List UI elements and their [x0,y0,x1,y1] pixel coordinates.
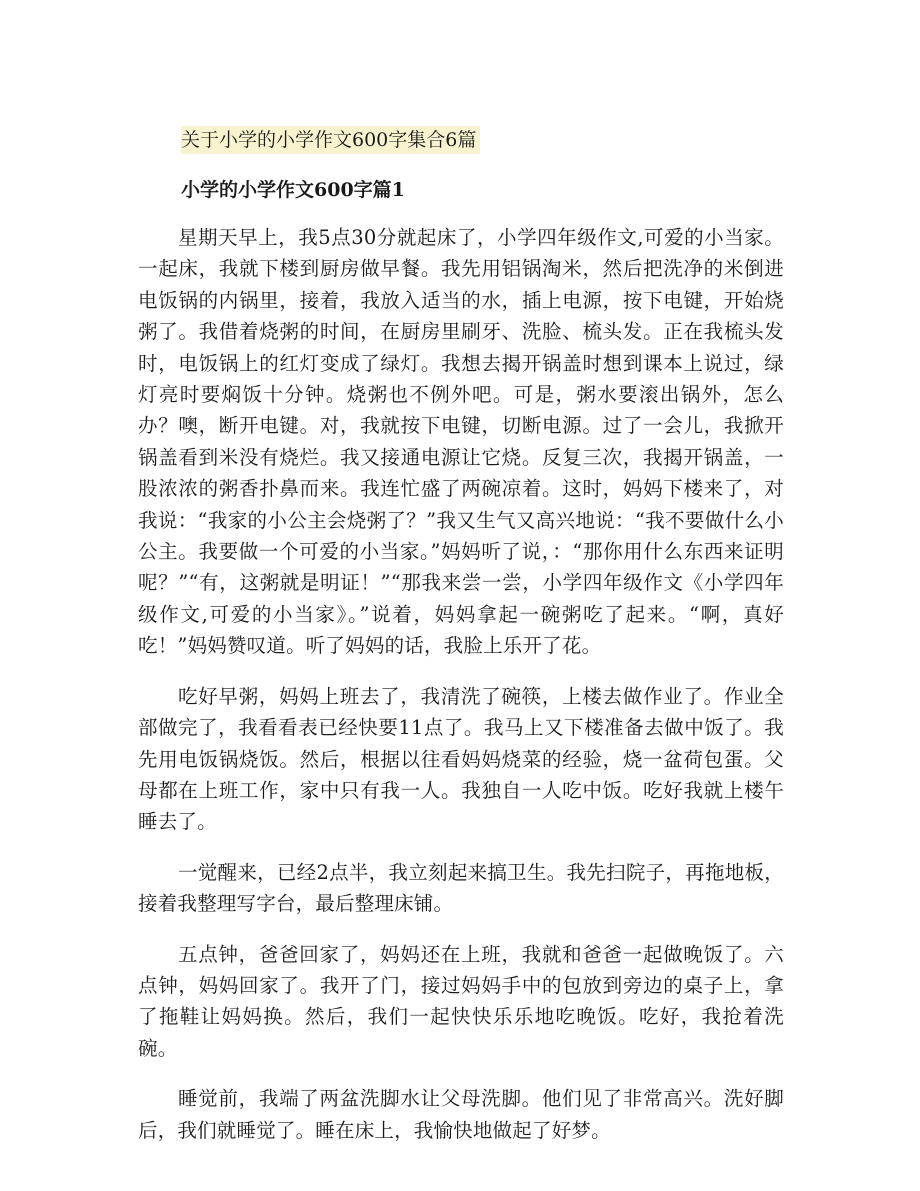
paragraph-2: 吃好早粥，妈妈上班去了，我清洗了碗筷，上楼去做作业了。作业全部做完了，我看看表已经快要11点了。我马上又下楼准备去做中饭了。我先用电饭锅烧饭。然后，根据以往看妈妈烧菜的经验，烧一盆荷包蛋。父母都在上班工作，家中只有我一人。我独自一人吃中饭。吃好我就上楼午睡去了。 [138,684,784,834]
section-heading: 小学的小学作文600字篇1 [181,179,405,201]
paragraph-5: 睡觉前，我端了两盆洗脚水让父母洗脚。他们见了非常高兴。洗好脚后，我们就睡觉了。睡在床上，我愉快地做起了好梦。 [138,1087,784,1142]
paragraph-1: 星期天早上，我5点30分就起床了，小学四年级作文,可爱的小当家。一起床，我就下楼到厨房做早餐。我先用铝锅淘米，然后把洗净的米倒进电饭锅的内锅里，接着，我放入适当的水，插上电源，按下电键，开始烧粥了。我借着烧粥的时间，在厨房里刷牙、洗脸、梳头发。正在我梳头发时，电饭锅上的红灯变成了绿灯。我想去揭开锅盖时想到课本上说过，绿灯亮时要焖饭十分钟。烧粥也不例外吧。可是，粥水要滚出锅外，怎么办？噢，断开电键。对，我就按下电键，切断电源。过了一会儿，我掀开锅盖看到米没有烧烂。我又接通电源让它烧。反复三次，我揭开锅盖，一股浓浓的粥香扑鼻而来。我连忙盛了两碗凉着。这时，妈妈下楼来了，对我说：“我家的小公主会烧粥了？”我又生气又高兴地说：“我不要做什么小公主。我要做一个可爱的小当家。”妈妈听了说，：“那你用什么东西来证明呢？”“有，这粥就是明证！”“那我来尝一尝，小学四年级作文《小学四年级作文,可爱的小当家》。”说着，妈妈拿起一碗粥吃了起来。“啊，真好吃！”妈妈赞叹道。听了妈妈的话，我脸上乐开了花。 [138,226,784,658]
document-title: 关于小学的小学作文600字集合6篇 [181,126,480,154]
article-body [138,222,784,1165]
paragraph-4: 五点钟，爸爸回家了，妈妈还在上班，我就和爸爸一起做晚饭了。六点钟，妈妈回家了。我开了门，接过妈妈手中的包放到旁边的桌子上，拿了拖鞋让妈妈换。然后，我们一起快快乐乐地吃晚饭。吃好，我抢着洗碗。 [138,942,784,1060]
paragraph-3: 一觉醒来，已经2点半，我立刻起来搞卫生。我先扫院子，再拖地板，接着我整理写字台，最后整理床铺。 [138,860,784,916]
